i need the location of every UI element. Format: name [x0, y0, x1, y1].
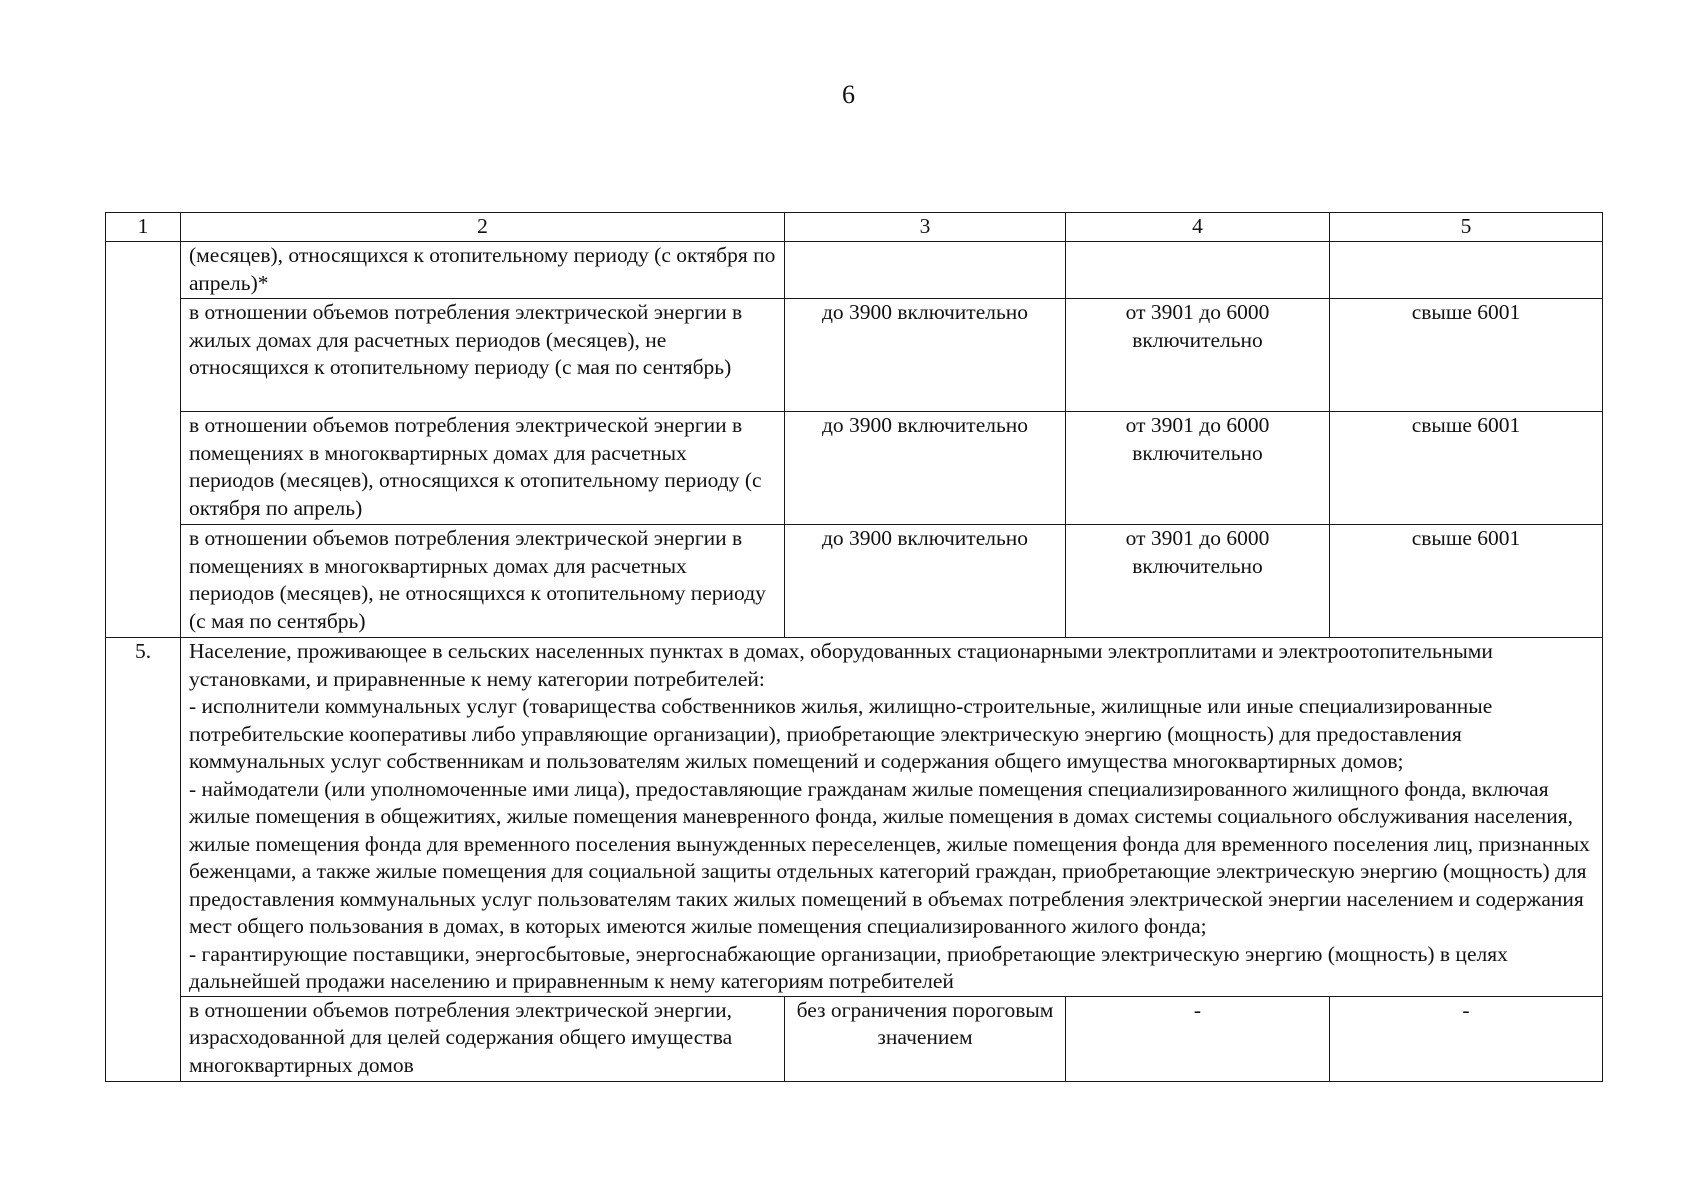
page-number: 6 — [842, 80, 855, 109]
column-header: 2 — [181, 213, 785, 242]
column-header: 1 — [106, 213, 181, 242]
threshold-cell: без ограничения пороговым значением — [785, 996, 1066, 1081]
description-cell: (месяцев), относящихся к отопительному периоду (с октября по апрель)* — [181, 242, 785, 299]
threshold-cell — [1330, 242, 1603, 299]
tariff-table — [105, 212, 1603, 1082]
threshold-cell: свыше 6001 — [1330, 412, 1603, 525]
description-cell: в отношении объемов потребления электрической энергии в помещениях в многоквартирных домах для расчетных периодов (месяцев), относящихся к отопительному периоду (с октября по апрель) — [181, 412, 785, 525]
threshold-cell: - — [1330, 996, 1603, 1081]
table-row — [106, 412, 1603, 525]
table-row — [106, 299, 1603, 412]
row-number-cell — [106, 525, 181, 638]
row-number-cell — [106, 299, 181, 412]
column-header: 3 — [785, 213, 1066, 242]
threshold-cell: до 3900 включительно — [785, 299, 1066, 412]
row-number-cell: 5. — [106, 638, 181, 1082]
threshold-cell: от 3901 до 6000 включительно — [1066, 412, 1330, 525]
threshold-cell: от 3901 до 6000 включительно — [1066, 525, 1330, 638]
row-number-cell — [106, 412, 181, 525]
threshold-cell — [785, 242, 1066, 299]
threshold-cell: свыше 6001 — [1330, 525, 1603, 638]
threshold-cell — [1066, 242, 1330, 299]
column-header: 4 — [1066, 213, 1330, 242]
description-cell: в отношении объемов потребления электрической энергии в жилых домах для расчетных периодов (месяцев), не относящихся к отопительному периоду (с мая по сентябрь) — [181, 299, 785, 412]
table-row — [106, 242, 1603, 299]
threshold-cell: до 3900 включительно — [785, 525, 1066, 638]
section-5-line: - гарантирующие поставщики, энергосбытовые, энергоснабжающие организации, приобретающие электрическую энергию (мощность) в целях дальнейшей продажи населению и приравненным к нему категориям потребителей — [189, 941, 1508, 993]
section-5-description — [181, 638, 1603, 997]
table-row — [106, 996, 1603, 1081]
section-5-line: - наймодатели (или уполномоченные ими лица), предоставляющие гражданам жилые помещения специализированного жилищного фонда, включая жилые помещения в общежитиях, жилые помещения маневренного фонда, жилые помещения в домах системы социального обслуживания населения, жилые помещения фонда для временного поселения вынужденных переселенцев, жилые помещения фонда для временного поселения лиц, признанных беженцами, а также жилые помещения для социальной защиты отдельных категорий граждан, приобретающие электрическую энергию (мощность) для предоставления коммунальных услуг пользователям таких жилых помещений в объемах потребления электрической энергии населением и содержания мест общего пользования в домах, в которых имеются жилые помещения специализированного жилого фонда; — [189, 776, 1590, 938]
table-header-row — [106, 213, 1603, 242]
threshold-cell: свыше 6001 — [1330, 299, 1603, 412]
section-5-row — [106, 638, 1603, 997]
description-cell: в отношении объемов потребления электрической энергии в помещениях в многоквартирных домах для расчетных периодов (месяцев), не относящихся к отопительному периоду (с мая по сентябрь) — [181, 525, 785, 638]
section-5-line: Население, проживающее в сельских населенных пунктах в домах, оборудованных стационарными электроплитами и электроотопительными установками, и приравненные к нему категории потребителей: — [189, 639, 1493, 691]
threshold-cell: - — [1066, 996, 1330, 1081]
table-row — [106, 525, 1603, 638]
column-header: 5 — [1330, 213, 1603, 242]
description-cell: в отношении объемов потребления электрической энергии, израсходованной для целей содержания общего имущества многоквартирных домов — [181, 996, 785, 1081]
section-5-line: - исполнители коммунальных услуг (товарищества собственников жилья, жилищно-строительные, жилищные или иные специализированные потребительские кооперативы либо управляющие организации), приобретающие электрическую энергию (мощность) для предоставления коммунальных услуг собственникам и пользователям жилых помещений и содержания общего имущества многоквартирных домов; — [189, 694, 1493, 773]
threshold-cell: до 3900 включительно — [785, 412, 1066, 525]
threshold-cell: от 3901 до 6000 включительно — [1066, 299, 1330, 412]
row-number-cell — [106, 242, 181, 299]
